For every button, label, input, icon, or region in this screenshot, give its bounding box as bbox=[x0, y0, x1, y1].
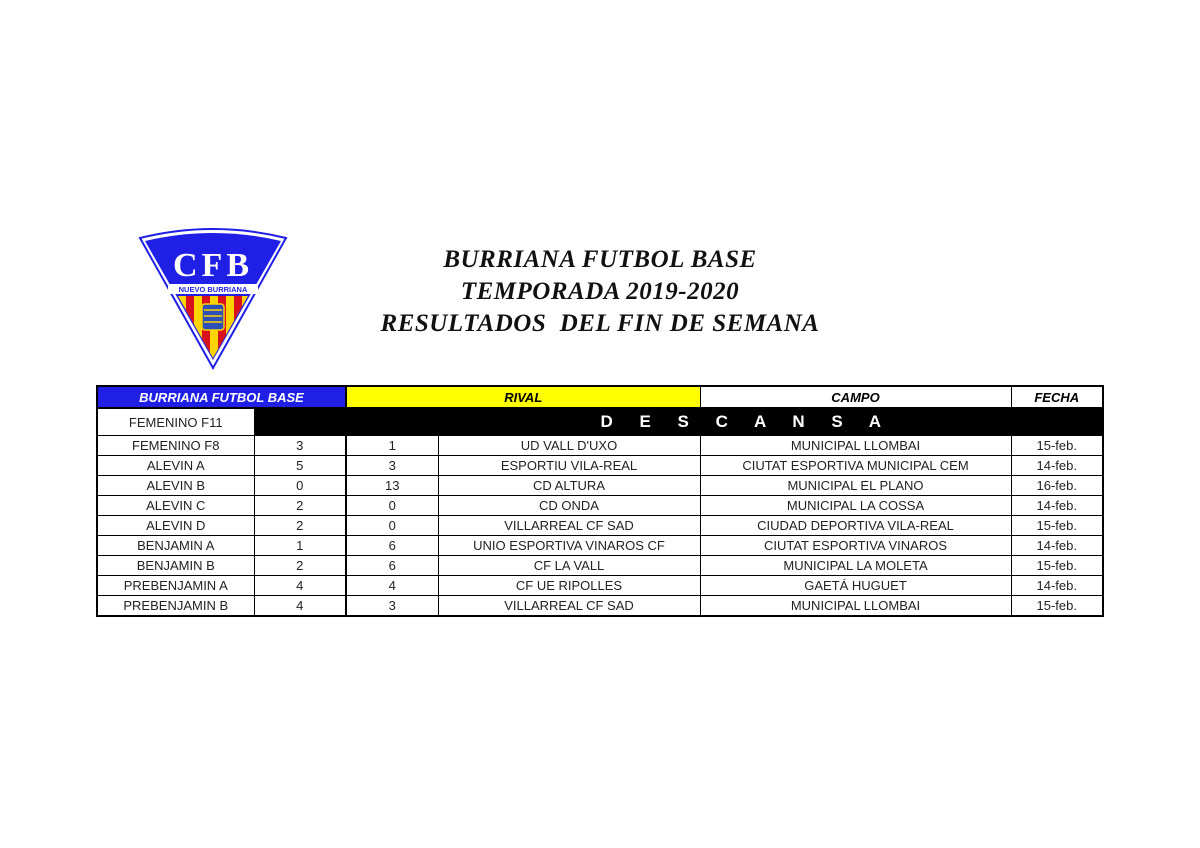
team-cell: ALEVIN C bbox=[97, 496, 254, 516]
goals-against-cell: 0 bbox=[346, 496, 438, 516]
table-row bbox=[97, 436, 1103, 456]
title-line-3: RESULTADOS DEL FIN DE SEMANA bbox=[380, 310, 820, 337]
team-cell: ALEVIN D bbox=[97, 516, 254, 536]
header-team: BURRIANA FUTBOL BASE bbox=[97, 386, 346, 408]
rival-cell: CF LA VALL bbox=[438, 556, 700, 576]
rival-cell: UD VALL D'UXO bbox=[438, 436, 700, 456]
goals-for-cell: 2 bbox=[254, 556, 346, 576]
goals-against-cell: 1 bbox=[346, 436, 438, 456]
campo-cell: MUNICIPAL LLOMBAI bbox=[700, 436, 1011, 456]
campo-cell: MUNICIPAL LA MOLETA bbox=[700, 556, 1011, 576]
campo-cell: CIUTAT ESPORTIVA MUNICIPAL CEM bbox=[700, 456, 1011, 476]
title-line-1: BURRIANA FUTBOL BASE bbox=[443, 246, 757, 273]
fecha-cell: 14-feb. bbox=[1011, 456, 1103, 476]
rival-cell: VILLARREAL CF SAD bbox=[438, 596, 700, 617]
table-row bbox=[97, 516, 1103, 536]
goals-for-cell: 0 bbox=[254, 476, 346, 496]
rest-team-cell: FEMENINO F11 bbox=[97, 408, 254, 436]
goals-for-cell: 1 bbox=[254, 536, 346, 556]
table-row bbox=[97, 556, 1103, 576]
team-cell: PREBENJAMIN B bbox=[97, 596, 254, 617]
results-table bbox=[96, 385, 1104, 617]
campo-cell: MUNICIPAL LA COSSA bbox=[700, 496, 1011, 516]
campo-cell: CIUTAT ESPORTIVA VINAROS bbox=[700, 536, 1011, 556]
crest-letters: CFB bbox=[173, 247, 253, 284]
rival-cell: CF UE RIPOLLES bbox=[438, 576, 700, 596]
header-campo: CAMPO bbox=[700, 386, 1011, 408]
team-cell: BENJAMIN B bbox=[97, 556, 254, 576]
table-row bbox=[97, 456, 1103, 476]
goals-for-cell: 4 bbox=[254, 596, 346, 617]
fecha-cell: 14-feb. bbox=[1011, 496, 1103, 516]
descansa-banner: D E S C A N S A bbox=[254, 408, 1103, 436]
goals-against-cell: 4 bbox=[346, 576, 438, 596]
club-crest-logo bbox=[138, 228, 288, 370]
table-row bbox=[97, 476, 1103, 496]
crest-banner-text: NUEVO BURRIANA bbox=[178, 285, 248, 294]
team-cell: ALEVIN B bbox=[97, 476, 254, 496]
table-row-rest bbox=[97, 408, 1103, 436]
goals-against-cell: 0 bbox=[346, 516, 438, 536]
fecha-cell: 15-feb. bbox=[1011, 596, 1103, 617]
campo-cell: MUNICIPAL LLOMBAI bbox=[700, 596, 1011, 617]
table-row bbox=[97, 576, 1103, 596]
fecha-cell: 14-feb. bbox=[1011, 536, 1103, 556]
fecha-cell: 15-feb. bbox=[1011, 556, 1103, 576]
table-row bbox=[97, 596, 1103, 617]
goals-against-cell: 6 bbox=[346, 556, 438, 576]
table-body bbox=[97, 436, 1103, 617]
goals-for-cell: 2 bbox=[254, 496, 346, 516]
header-fecha: FECHA bbox=[1011, 386, 1103, 408]
page-title bbox=[330, 244, 870, 340]
rival-cell: ESPORTIU VILA-REAL bbox=[438, 456, 700, 476]
fecha-cell: 15-feb. bbox=[1011, 436, 1103, 456]
title-line-2: TEMPORADA 2019-2020 bbox=[460, 278, 740, 305]
goals-against-cell: 6 bbox=[346, 536, 438, 556]
rival-cell: UNIO ESPORTIVA VINAROS CF bbox=[438, 536, 700, 556]
table-row bbox=[97, 536, 1103, 556]
goals-against-cell: 3 bbox=[346, 456, 438, 476]
goals-for-cell: 3 bbox=[254, 436, 346, 456]
goals-against-cell: 3 bbox=[346, 596, 438, 617]
goals-for-cell: 5 bbox=[254, 456, 346, 476]
team-cell: BENJAMIN A bbox=[97, 536, 254, 556]
team-cell: ALEVIN A bbox=[97, 456, 254, 476]
fecha-cell: 15-feb. bbox=[1011, 516, 1103, 536]
table-header-row bbox=[97, 386, 1103, 408]
goals-against-cell: 13 bbox=[346, 476, 438, 496]
fecha-cell: 14-feb. bbox=[1011, 576, 1103, 596]
campo-cell: CIUDAD DEPORTIVA VILA-REAL bbox=[700, 516, 1011, 536]
team-cell: PREBENJAMIN A bbox=[97, 576, 254, 596]
goals-for-cell: 2 bbox=[254, 516, 346, 536]
campo-cell: GAETÁ HUGUET bbox=[700, 576, 1011, 596]
goals-for-cell: 4 bbox=[254, 576, 346, 596]
rival-cell: VILLARREAL CF SAD bbox=[438, 516, 700, 536]
fecha-cell: 16-feb. bbox=[1011, 476, 1103, 496]
table-row bbox=[97, 496, 1103, 516]
campo-cell: MUNICIPAL EL PLANO bbox=[700, 476, 1011, 496]
team-cell: FEMENINO F8 bbox=[97, 436, 254, 456]
header-rival: RIVAL bbox=[346, 386, 700, 408]
rival-cell: CD ONDA bbox=[438, 496, 700, 516]
rival-cell: CD ALTURA bbox=[438, 476, 700, 496]
